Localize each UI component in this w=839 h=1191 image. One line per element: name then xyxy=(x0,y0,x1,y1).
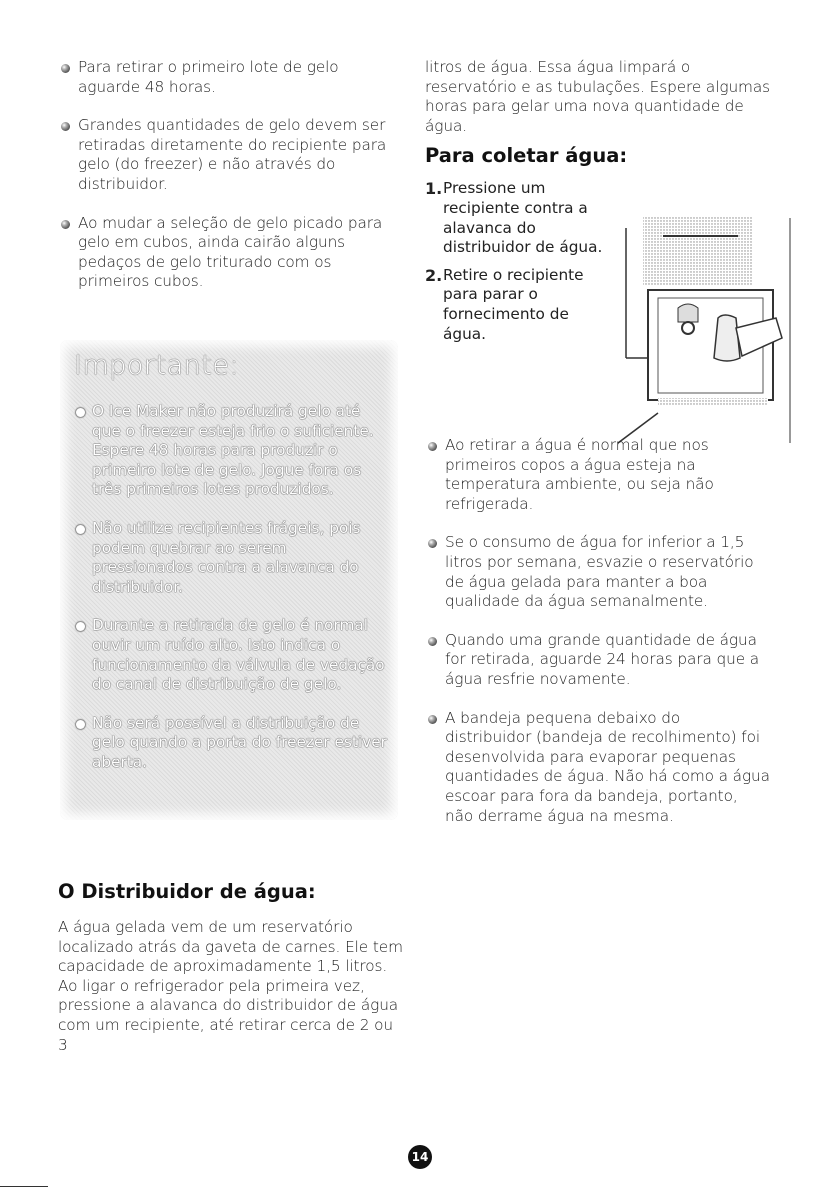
important-box xyxy=(60,340,398,820)
continuation-paragraph: litros de água. Essa água limpará o reservatório e as tubulações. Espere algumas horas para gelar uma nova quantidade de água. xyxy=(425,58,770,135)
list-item: Ao retirar a água é normal que nos primeiros copos a água esteja na temperatura ambiente, ou seja não refrigerada. xyxy=(425,436,770,514)
important-item: Não será possível a distribuição de gelo quando a porta do freezer estiver aberta. xyxy=(74,714,392,773)
important-item: Durante a retirada de gelo é normal ouvir um ruído alto. Isto indica o funcionamento da válvula de vedação do canal de distribuição de gelo. xyxy=(74,616,392,694)
right-bullet-list xyxy=(425,436,770,845)
step-text: Pressione um recipiente contra a alavanca do distribuidor de água. xyxy=(443,179,603,257)
step-number: 2. xyxy=(425,265,443,285)
important-item: Não utilize recipientes frágeis, pois podem quebrar ao serem pressionados contra a alavanca do distribuidor. xyxy=(74,519,392,597)
important-title: Importante: xyxy=(74,350,240,381)
step-item xyxy=(425,179,615,257)
left-column xyxy=(58,58,403,311)
list-item: Ao mudar a seleção de gelo picado para gelo em cubos, ainda cairão alguns pedaços de gelo triturado com os primeiros cubos. xyxy=(58,214,403,292)
list-item: Para retirar o primeiro lote de gelo aguarde 48 horas. xyxy=(58,58,403,97)
list-item: A bandeja pequena debaixo do distribuidor (bandeja de recolhimento) foi desenvolvida para evaporar pequenas quantidades de água. Não há como a água escoar para fora da bandeja, portanto, não derrame água na mesma. xyxy=(425,709,770,827)
list-item: Quando uma grande quantidade de água for retirada, aguarde 24 horas para que a água resfrie novamente. xyxy=(425,631,770,690)
step-number: 1. xyxy=(425,179,443,199)
collect-water-heading: Para coletar água: xyxy=(425,144,628,168)
list-item: Se o consumo de água for inferior a 1,5 litros por semana, esvazie o reservatório de água gelada para manter a boa qualidade da água semanalmente. xyxy=(425,533,770,611)
list-item: Grandes quantidades de gelo devem ser retiradas diretamente do recipiente para gelo (do freezer) e não através do distribuidor. xyxy=(58,116,403,194)
steps-list xyxy=(425,179,615,344)
divider xyxy=(0,1186,48,1187)
page-number: 14 xyxy=(408,1145,432,1169)
distributor-heading: O Distribuidor de água: xyxy=(58,880,316,903)
dispenser-illustration xyxy=(618,208,793,448)
distributor-body: A água gelada vem de um reservatório localizado atrás da gaveta de carnes. Ele tem capacidade de aproximadamente 1,5 litros. Ao ligar o refrigerador pela primeira vez, pressione a alavanca do distribuidor de água com um recipiente, até retirar cerca de 2 ou 3 xyxy=(58,918,403,1054)
step-text: Retire o recipiente para parar o fornecimento de água. xyxy=(443,265,584,343)
important-list xyxy=(74,402,392,792)
left-bullet-list xyxy=(58,58,403,292)
right-column xyxy=(425,58,775,825)
important-item: O Ice Maker não produzirá gelo até que o freezer esteja frio o suficiente. Espere 48 horas para produzir o primeiro lote de gelo. Jogue fora os três primeiros lotes produzidos. xyxy=(74,402,392,500)
step-item xyxy=(425,266,615,344)
